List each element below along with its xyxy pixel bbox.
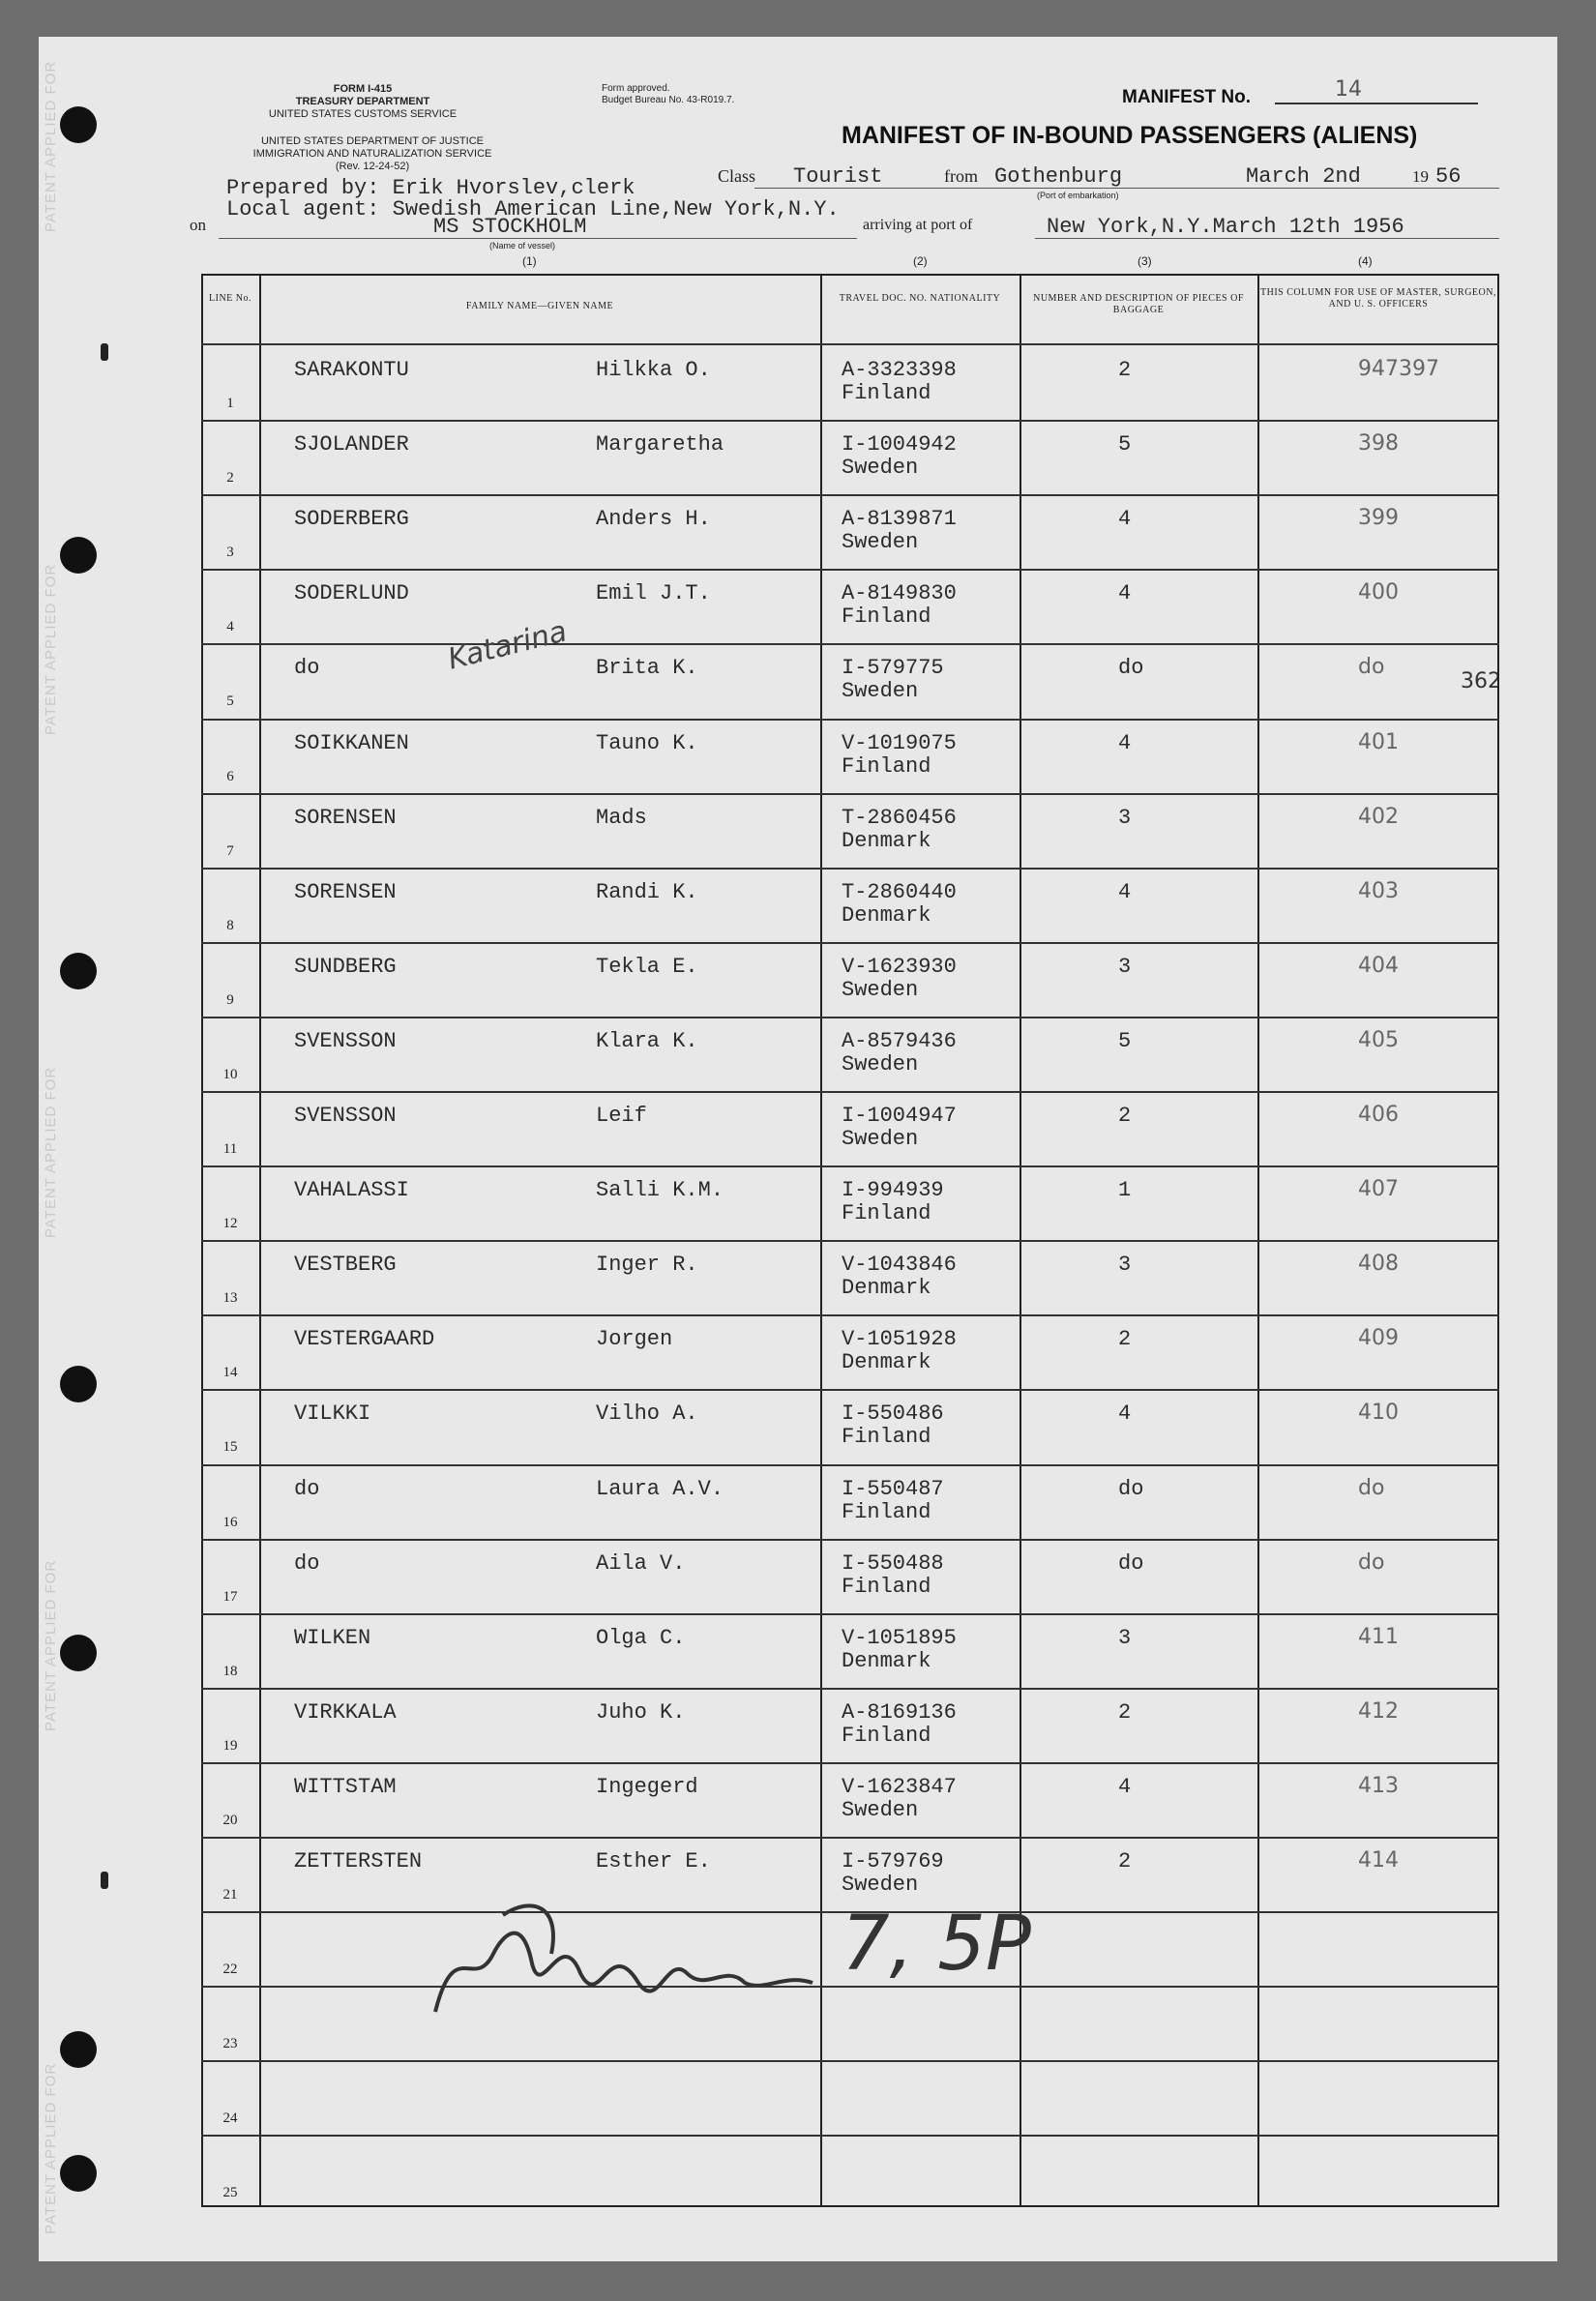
family-name: SVENSSON [294,1028,397,1053]
table-row [201,793,1499,868]
form-approved: Form approved. [602,83,670,94]
punch-hole [60,2155,97,2192]
baggage-count: do [1118,1476,1144,1501]
baggage-count: 5 [1118,432,1132,457]
local-agent: Local agent: Swedish American Line,New York,N.Y. [226,197,840,221]
line-number: 17 [222,1588,238,1605]
line-number: 14 [222,1365,238,1381]
table-row [201,643,1499,718]
class-label: Class [718,166,756,186]
patent-side-text: PATENT APPLIED FOR [43,563,59,735]
family-name: WILKEN [294,1625,371,1650]
baggage-count: 4 [1118,879,1132,904]
col-num-2: (2) [913,254,928,268]
line-number: 25 [222,2185,238,2201]
family-name: VESTERGAARD [294,1327,435,1352]
baggage-count: 5 [1118,1028,1132,1053]
baggage-count: do [1118,1550,1144,1576]
nationality: Sweden [842,1127,919,1151]
nationality: Sweden [842,530,919,555]
col-header-name: FAMILY NAME—GIVEN NAME [465,301,614,311]
given-name: Emil J.T. [596,581,711,606]
travel-doc-no: I-579769 [842,1849,944,1873]
baggage-count: 4 [1118,730,1132,755]
year-prefix: 19 [1412,167,1429,186]
family-name: do [294,656,320,681]
baggage-count: 3 [1118,805,1132,830]
vessel-name: MS STOCKHOLM [433,215,587,239]
family-name: SUNDBERG [294,954,397,979]
baggage-count: 4 [1118,507,1132,532]
baggage-count: 3 [1118,1625,1132,1650]
line-number: 15 [222,1439,238,1456]
family-name: SORENSEN [294,879,397,904]
nationality: Denmark [842,1350,931,1375]
given-name: Tauno K. [596,730,698,755]
table-row [201,719,1499,793]
travel-doc-no: A-8169136 [842,1699,957,1725]
travel-doc-no: A-8579436 [842,1028,957,1053]
patent-side-text: PATENT APPLIED FOR [43,1066,59,1238]
nationality: Denmark [842,902,931,928]
baggage-count: 1 [1118,1178,1132,1203]
table-row [201,1240,1499,1314]
line-number: 4 [226,619,234,635]
header-agencies [222,83,503,121]
nationality: Sweden [842,977,919,1002]
baggage-count: 2 [1118,1849,1132,1873]
line-number: 2 [226,470,234,487]
nationality: Finland [842,1723,931,1748]
nationality: Finland [842,605,931,630]
baggage-count: 2 [1118,1104,1132,1128]
baggage-count: 2 [1118,1327,1132,1352]
binder-mark [101,1872,108,1889]
line-number: 7 [226,842,234,859]
travel-doc-no: I-1004947 [842,1104,957,1128]
prepared-by: Prepared by: Erik Hvorslev,clerk [226,176,635,200]
baggage-count: 3 [1118,954,1132,979]
travel-doc-no: I-550488 [842,1550,944,1576]
table-row [201,1091,1499,1165]
table-row [201,420,1499,494]
family-name: SARAKONTU [294,358,409,382]
punch-hole [60,2031,97,2068]
col-num-4: (4) [1358,254,1373,268]
punch-hole [60,106,97,143]
nationality: Sweden [842,1873,919,1897]
family-name: SVENSSON [294,1104,397,1128]
manifest-no-underline [1275,103,1478,104]
travel-doc-no: A-8139871 [842,507,957,532]
baggage-count: 2 [1118,1699,1132,1725]
treasury-dept: TREASURY DEPARTMENT [295,96,430,107]
nationality: Sweden [842,456,919,481]
line-number: 24 [222,2110,238,2127]
official-number: do [1358,1549,1385,1575]
official-number: 398 [1358,431,1399,457]
travel-doc-no: T-2860456 [842,805,957,830]
family-name: SODERLUND [294,581,409,606]
table-row [201,868,1499,942]
table-row [201,1539,1499,1613]
travel-doc-no: V-1051895 [842,1625,957,1650]
nationality: Finland [842,1574,931,1599]
given-name: Tekla E. [596,954,698,979]
nationality: Finland [842,1425,931,1450]
table-row [201,1314,1499,1389]
travel-doc-no: I-1004942 [842,432,957,457]
given-name: Vilho A. [596,1401,698,1427]
line-number: 12 [222,1216,238,1232]
punch-hole [60,537,97,574]
col-num-3: (3) [1138,254,1152,268]
family-name: SORENSEN [294,805,397,830]
family-name: VESTBERG [294,1253,397,1278]
class-underline [754,188,1499,189]
family-name: VAHALASSI [294,1178,409,1203]
patent-side-text: PATENT APPLIED FOR [43,2062,59,2234]
baggage-count: 4 [1118,581,1132,606]
line-number: 10 [222,1066,238,1082]
given-name: Klara K. [596,1028,698,1053]
travel-doc-no: A-3323398 [842,358,957,382]
katarina-annotation: Katarina [444,614,571,677]
official-number: do [1358,655,1385,680]
col-header-line: LINE No. [209,293,251,304]
vessel-underline [219,238,857,239]
travel-doc-no: V-1623930 [842,954,957,979]
table-row [201,1165,1499,1240]
family-name: SOIKKANEN [294,730,409,755]
official-number: 409 [1358,1326,1399,1351]
manifest-no-label: MANIFEST No. [1122,87,1251,107]
official-number: 399 [1358,506,1399,531]
official-number: 412 [1358,1698,1399,1724]
travel-doc-no: T-2860440 [842,879,957,904]
official-number: 403 [1358,878,1399,903]
arrival-underline [1035,238,1499,239]
family-name: SJOLANDER [294,432,409,457]
official-number: 404 [1358,953,1399,978]
nationality: Sweden [842,679,919,704]
line-number: 11 [222,1141,238,1157]
travel-doc-no: A-8149830 [842,581,957,606]
nationality: Denmark [842,828,931,853]
given-name: Mads [596,805,647,830]
official-number: 414 [1358,1848,1399,1873]
travel-doc-no: I-550486 [842,1401,944,1427]
nationality: Finland [842,1201,931,1226]
nationality: Denmark [842,1276,931,1301]
class-value: Tourist [793,164,883,189]
family-name: WITTSTAM [294,1774,397,1799]
nationality: Sweden [842,1797,919,1822]
given-name: Brita K. [596,656,698,681]
table-row [201,345,1499,420]
margin-number: 362 [1461,669,1501,693]
given-name: Salli K.M. [596,1178,724,1203]
table-row [201,2135,1499,2209]
col-header-official: THIS COLUMN FOR USE OF MASTER, SURGEON, AND U. S. OFFICERS [1260,287,1496,310]
on-label: on [190,216,206,234]
family-name: VIRKKALA [294,1699,397,1725]
line-number: 20 [222,1812,238,1828]
table-row [201,1762,1499,1837]
punch-hole [60,953,97,989]
justice-dept: UNITED STATES DEPARTMENT OF JUSTICE [260,135,484,147]
nationality: Denmark [842,1648,931,1673]
col-num-1: (1) [522,254,537,268]
official-number: 410 [1358,1401,1399,1426]
year-value: 56 [1435,164,1462,189]
line-number: 23 [222,2036,238,2052]
line-number: 1 [226,396,234,411]
official-number: 947397 [1358,357,1439,381]
baggage-count: 2 [1118,358,1132,382]
nationality: Finland [842,381,931,405]
line-number: 6 [226,768,234,784]
table-row [201,1464,1499,1539]
travel-doc-no: V-1623847 [842,1774,957,1799]
given-name: Esther E. [596,1849,711,1873]
given-name: Juho K. [596,1699,686,1725]
line-number: 8 [226,917,234,933]
signature-text: 7, 5P [842,1901,1031,1988]
revision: (Rev. 12-24-52) [335,161,410,172]
binder-mark [101,343,108,361]
form-number: FORM I-415 [333,83,393,95]
col-header-baggage: NUMBER AND DESCRIPTION OF PIECES OF BAGGAGE [1033,293,1244,315]
official-number: 402 [1358,804,1399,829]
baggage-count: 4 [1118,1401,1132,1427]
customs-service: UNITED STATES CUSTOMS SERVICE [268,108,458,120]
header-justice [193,135,551,173]
patent-side-text: PATENT APPLIED FOR [43,1559,59,1731]
line-number: 9 [226,991,234,1008]
approval-block [602,83,824,106]
official-number: do [1358,1475,1385,1500]
vessel-caption: (Name of vessel) [488,241,556,251]
nationality: Finland [842,753,931,779]
family-name: do [294,1476,320,1501]
from-value: Gothenburg [994,164,1123,189]
line-number: 3 [226,545,234,561]
given-name: Jorgen [596,1327,673,1352]
given-name: Inger R. [596,1253,698,1278]
nationality: Sweden [842,1051,919,1077]
given-name: Randi K. [596,879,698,904]
line-number: 18 [222,1663,238,1679]
manifest-no-value: 14 [1335,77,1362,102]
travel-doc-no: I-994939 [842,1178,944,1203]
baggage-count: 4 [1118,1774,1132,1799]
arriving-label: arriving at port of [863,217,973,233]
official-number: 401 [1358,729,1399,754]
official-number: 411 [1358,1624,1399,1649]
baggage-count: do [1118,656,1144,681]
given-name: Ingegerd [596,1774,698,1799]
family-name: SODERBERG [294,507,409,532]
official-number: 413 [1358,1773,1399,1798]
manifest-title: MANIFEST OF IN-BOUND PASSENGERS (ALIENS) [842,122,1418,149]
travel-doc-no: V-1051928 [842,1327,957,1352]
punch-hole [60,1635,97,1671]
from-label: from [944,166,978,186]
given-name: Anders H. [596,507,711,532]
line-number: 21 [222,1887,238,1903]
given-name: Laura A.V. [596,1476,724,1501]
table-row [201,569,1499,643]
table-row [201,494,1499,569]
given-name: Leif [596,1104,647,1128]
ins-service: IMMIGRATION AND NATURALIZATION SERVICE [252,148,492,160]
family-name: VILKKI [294,1401,371,1427]
given-name: Olga C. [596,1625,686,1650]
official-number: 408 [1358,1252,1399,1277]
given-name: Hilkka O. [596,358,711,382]
nationality: Finland [842,1499,931,1524]
table-row [201,942,1499,1017]
line-number: 19 [222,1737,238,1754]
official-number: 406 [1358,1103,1399,1127]
family-name: do [294,1550,320,1576]
travel-doc-no: V-1043846 [842,1253,957,1278]
line-number: 16 [222,1514,238,1530]
given-name: Margaretha [596,432,724,457]
table-row [201,2060,1499,2135]
line-number: 13 [222,1290,238,1307]
departure-date: March 2nd [1246,164,1361,189]
given-name: Aila V. [596,1550,686,1576]
patent-side-text: PATENT APPLIED FOR [43,60,59,232]
baggage-count: 3 [1118,1253,1132,1278]
line-number: 5 [226,693,234,710]
travel-doc-no: V-1019075 [842,730,957,755]
budget-bureau: Budget Bureau No. 43-R019.7. [602,95,735,105]
official-number: 400 [1358,580,1399,605]
table-row [201,1613,1499,1688]
travel-doc-no: I-550487 [842,1476,944,1501]
official-number: 405 [1358,1027,1399,1052]
table-row [201,1688,1499,1762]
family-name: ZETTERSTEN [294,1849,423,1873]
line-number: 22 [222,1962,238,1978]
travel-doc-no: I-579775 [842,656,944,681]
punch-hole [60,1366,97,1402]
table-row [201,1017,1499,1091]
arrival-value: New York,N.Y.March 12th 1956 [1047,215,1404,239]
col-header-travel: TRAVEL DOC. NO. NATIONALITY [839,293,1001,304]
embark-caption: (Port of embarkation) [1037,191,1119,200]
table-row [201,1389,1499,1463]
official-number: 407 [1358,1177,1399,1202]
